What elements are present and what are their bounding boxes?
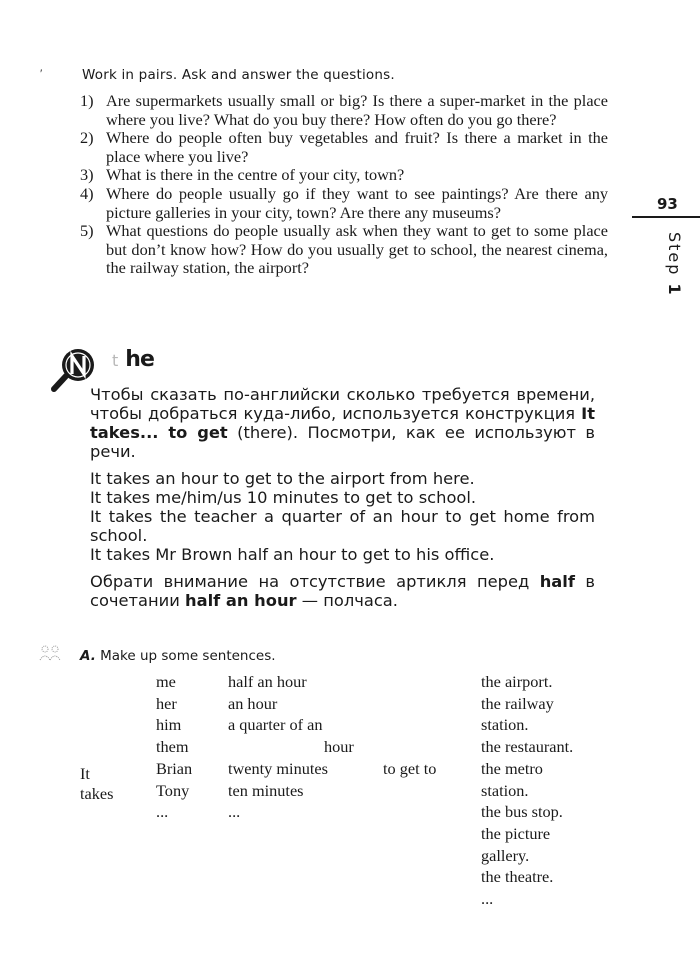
table-cell: takes	[80, 784, 114, 803]
note-example: It takes an hour to get to the airport from here.	[90, 469, 475, 488]
substitution-col-destinations	[481, 671, 573, 910]
table-cell: a quarter of an	[228, 715, 323, 735]
note-example: It takes me/him/us 10 minutes to get to school.	[90, 488, 477, 507]
table-cell: an hour	[228, 693, 278, 713]
page-number-rule	[632, 216, 700, 218]
table-cell: the metro	[481, 758, 543, 778]
question-number: 4)	[80, 183, 94, 203]
note-attention-text-2: в сочетании	[90, 572, 595, 610]
exercise-a-letter: A.	[80, 648, 96, 664]
question-item	[80, 92, 608, 129]
pair-work-icon	[38, 644, 62, 662]
question-number: 1)	[80, 91, 94, 110]
table-cell: station.	[481, 780, 529, 800]
note-intro	[90, 385, 595, 461]
note-example: It takes Mr Brown half an hour to get to his office.	[90, 545, 495, 564]
table-cell: them	[156, 737, 189, 757]
table-cell: ...	[156, 802, 169, 822]
table-cell: the airport.	[481, 672, 553, 691]
note-title-faint: t	[112, 351, 118, 370]
exercise-instruction: Work in pairs. Ask and answer the questions.	[82, 67, 395, 83]
question-item	[80, 222, 608, 278]
note-attention	[90, 572, 595, 610]
substitution-col-it-takes	[80, 764, 113, 804]
question-item	[80, 185, 608, 222]
question-number: 3)	[80, 165, 94, 185]
question-number: 5)	[80, 221, 94, 241]
note-intro-text-2: (there). Посмотри, как ее используют в речи.	[90, 423, 595, 461]
question-text: Where do people often buy vegetables and fruit? Is there a market in the place where you live?	[106, 128, 608, 166]
question-list	[80, 92, 608, 278]
note-attention-text-3: — полчаса.	[301, 591, 398, 610]
table-cell: the picture	[481, 823, 551, 843]
exercise-bullet-mark: ′	[40, 66, 43, 80]
question-text: Are supermarkets usually small or big? Is there a super-market in the place where you live? What do you buy there? How often do you go there?	[106, 91, 608, 129]
step-number: 1	[665, 283, 684, 297]
note-construction: It takes... to get	[90, 404, 595, 442]
question-item	[80, 166, 608, 185]
step-word: Step	[665, 232, 684, 277]
table-cell: hour	[324, 737, 354, 757]
exercise-a-instruction: Make up some sentences.	[100, 648, 276, 664]
table-cell: half an hour	[228, 672, 307, 691]
question-text: What questions do people usually ask when they want to get to some place but don’t know how? How do you usually get to school, the nearest cinema, the railway station, the airport?	[106, 221, 608, 278]
note-intro-text: Чтобы сказать по-английски сколько требуется времени, чтобы добраться куда-либо, используется конструкция	[90, 385, 595, 423]
question-item	[80, 129, 608, 166]
table-cell: Brian	[156, 758, 193, 778]
table-cell: the theatre.	[481, 867, 554, 887]
exercise-a-title	[80, 648, 276, 664]
table-cell: Tony	[156, 780, 190, 800]
table-cell: the railway	[481, 693, 554, 713]
table-cell: ...	[228, 802, 241, 822]
table-cell: the bus stop.	[481, 802, 563, 822]
table-cell: the restaurant.	[481, 737, 574, 757]
note-title	[112, 347, 154, 372]
page-number: 93	[657, 195, 678, 213]
question-text: Where do people usually go if they want to see paintings? Are there any picture galleries in your city, town? Are there any museums?	[106, 183, 608, 222]
table-cell: gallery.	[481, 845, 530, 865]
note-attention-text: Обрати внимание на отсутствие артикля перед	[90, 572, 530, 591]
table-cell: to get to	[383, 759, 437, 778]
step-side-label	[665, 232, 684, 297]
substitution-col-to-get	[383, 758, 436, 780]
substitution-col-pronouns	[156, 671, 192, 823]
note-attention-bold-2: half an hour	[185, 591, 297, 610]
table-cell: station.	[481, 715, 529, 735]
table-cell: him	[156, 715, 182, 735]
table-cell: ...	[481, 889, 494, 909]
note-attention-bold: half	[539, 572, 575, 591]
note-examples	[90, 469, 595, 564]
grammar-note	[90, 385, 595, 610]
table-cell: me	[156, 672, 176, 691]
question-text: What is there in the centre of your city, town?	[106, 165, 405, 185]
table-cell: ten minutes	[228, 780, 304, 800]
table-cell: her	[156, 693, 177, 713]
table-cell: twenty minutes	[228, 758, 328, 778]
table-cell: It	[80, 764, 90, 783]
question-number: 2)	[80, 128, 94, 148]
note-title-main: he	[125, 347, 154, 372]
note-example: It takes the teacher a quarter of an hour to get home from school.	[90, 507, 595, 545]
substitution-col-times	[228, 671, 354, 823]
